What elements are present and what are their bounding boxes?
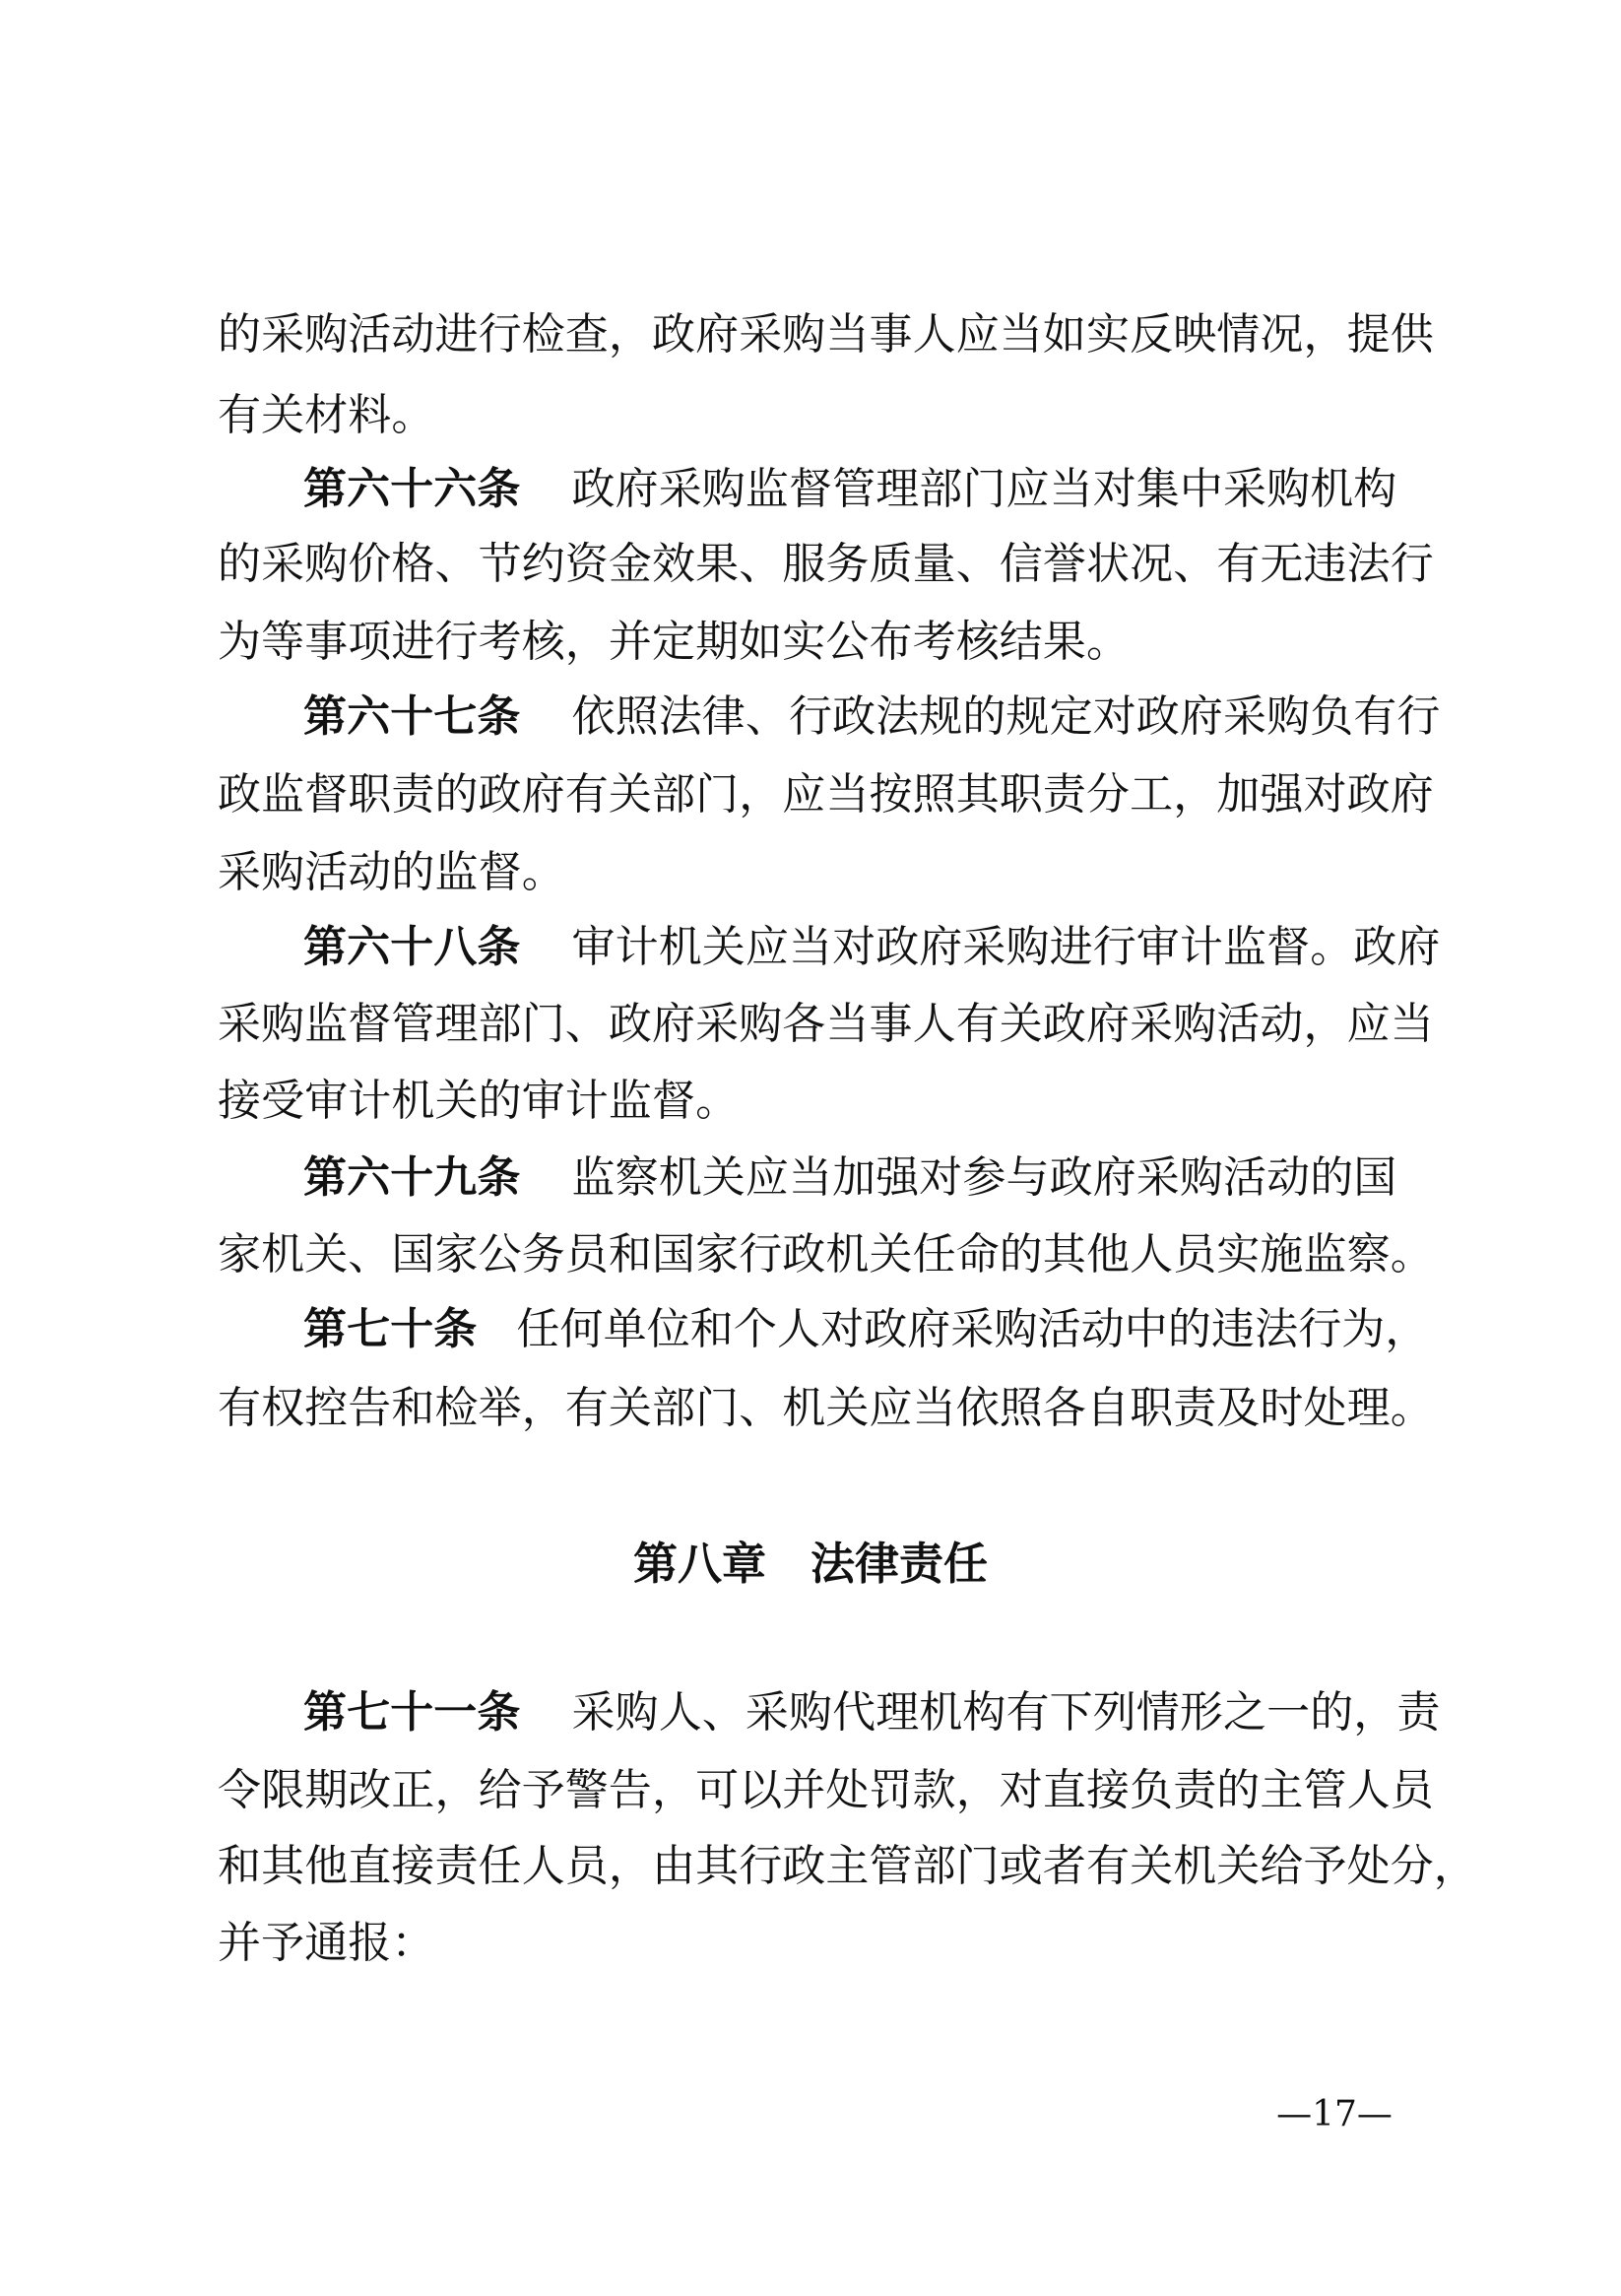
article-66-text: 政府采购监督管理部门应当对集中采购机构: [571, 464, 1397, 514]
page-number: —17—: [1276, 2094, 1393, 2134]
article-66-label: 第六十六条: [303, 464, 521, 514]
article-67-line-1: [303, 689, 1446, 745]
article-67-label: 第六十七条: [303, 691, 521, 742]
article-66-line-3: 为等事项进行考核，并定期如实公布考核结果。: [218, 617, 1131, 667]
paragraph-continuation-line-2: 有关材料。: [218, 390, 435, 440]
article-68-line-3: 接受审计机关的审计监督。: [218, 1076, 740, 1126]
article-71-label: 第七十一条: [303, 1687, 521, 1738]
article-70-label: 第七十条: [303, 1304, 478, 1354]
article-68-line-2: 采购监督管理部门、政府采购各当事人有关政府采购活动，应当: [218, 999, 1434, 1049]
article-70-text: 任何单位和个人对政府采购活动中的违法行为，: [516, 1304, 1429, 1354]
article-66-line-2: 的采购价格、节约资金效果、服务质量、信誉状况、有无违法行: [218, 539, 1434, 589]
article-70-line-1: [303, 1302, 1446, 1357]
article-67-line-2: 政监督职责的政府有关部门，应当按照其职责分工，加强对政府: [218, 769, 1434, 820]
article-66-line-1: [303, 462, 1446, 517]
chapter-heading: 第八章 法律责任: [632, 1538, 988, 1590]
article-69-label: 第六十九条: [303, 1152, 521, 1203]
article-70-line-2: 有权控告和检举，有关部门、机关应当依照各自职责及时处理。: [218, 1383, 1434, 1433]
article-69-text: 监察机关应当加强对参与政府采购活动的国: [571, 1152, 1397, 1203]
article-69-line-1: [303, 1150, 1446, 1206]
article-67-text: 依照法律、行政法规的规定对政府采购负有行: [571, 691, 1441, 742]
article-71-text: 采购人、采购代理机构有下列情形之一的，责: [571, 1687, 1441, 1738]
paragraph-continuation-line-1: 的采购活动进行检查，政府采购当事人应当如实反映情况，提供: [218, 309, 1434, 360]
article-71-line-1: [303, 1685, 1446, 1740]
article-68-line-1: [303, 920, 1446, 975]
article-71-line-3: 和其他直接责任人员，由其行政主管部门或者有关机关给予处分，: [218, 1841, 1477, 1891]
article-69-line-2: 家机关、国家公务员和国家行政机关任命的其他人员实施监察。: [218, 1229, 1434, 1279]
article-68-label: 第六十八条: [303, 922, 521, 972]
article-67-line-3: 采购活动的监督。: [218, 847, 565, 897]
article-71-line-2: 令限期改正，给予警告，可以并处罚款，对直接负责的主管人员: [218, 1765, 1434, 1815]
article-68-text: 审计机关应当对政府采购进行审计监督。政府: [571, 922, 1441, 972]
article-71-line-4: 并予通报：: [218, 1918, 435, 1968]
